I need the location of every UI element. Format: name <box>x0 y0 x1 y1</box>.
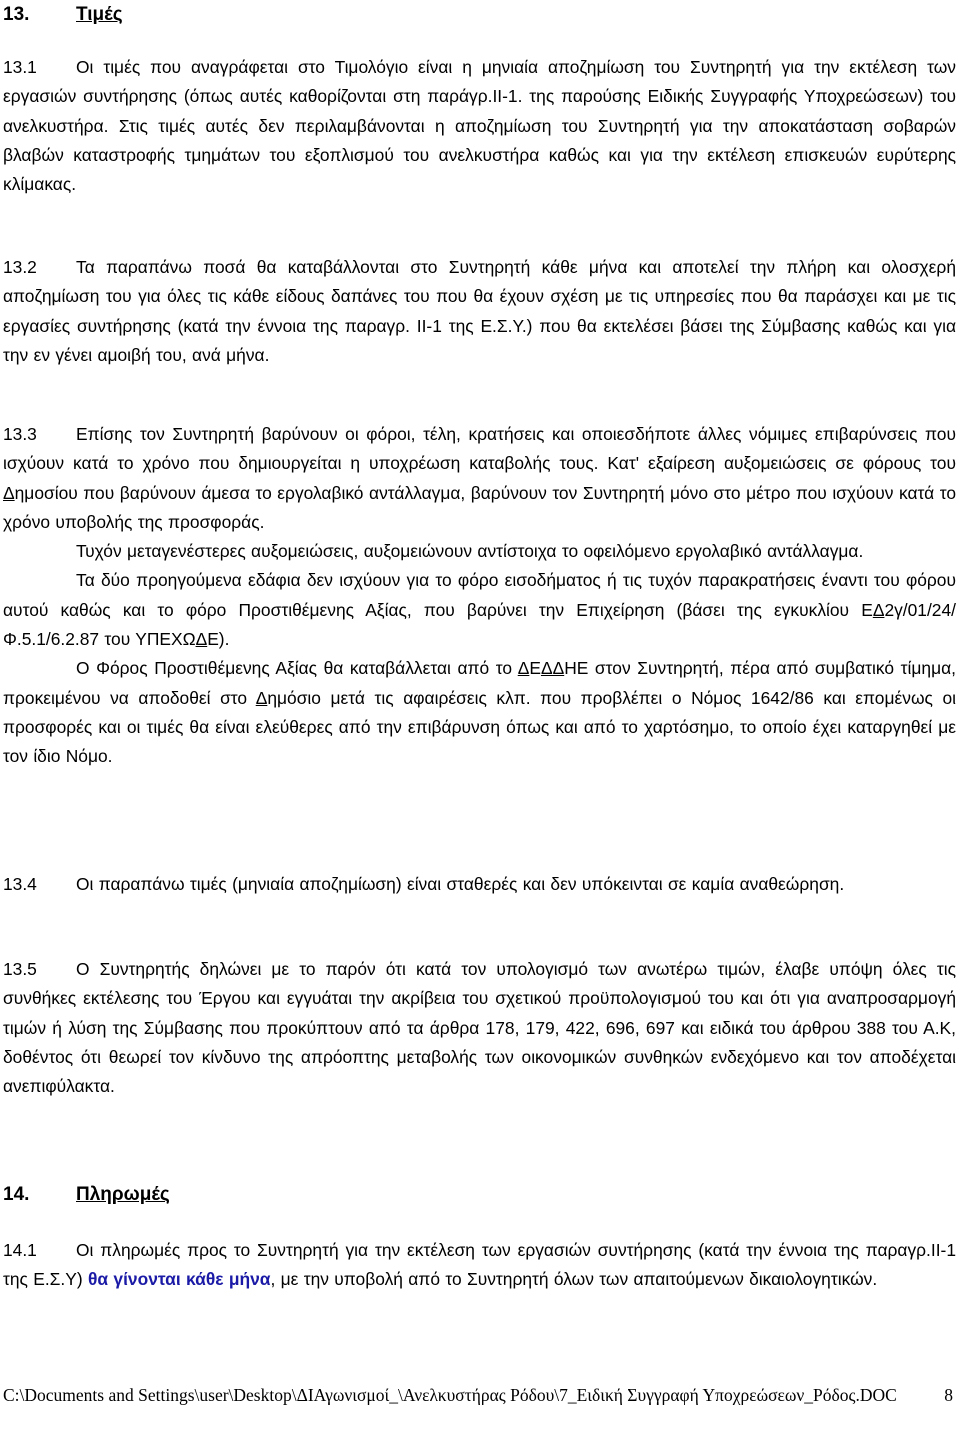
clause-number: 13.5 <box>3 959 37 979</box>
section-title: Πληρωμές <box>76 1184 170 1205</box>
clause-number: 14.1 <box>3 1240 37 1260</box>
clause-13-3: 13.3 Επίσης τον Συντηρητή βαρύνουν οι φόροι, τέλη, κρατήσεις και οποιεσδήποτε άλλες νόμιμες επιβαρύνσεις που ισχύουν κατά το χρόνο που δημιουργείται η υποχρέωση καταβολής τους. Κατ' εξαίρεση αυξομειώσεις σε φόρους του Δημοσίου που βαρύνουν άμεσα το εργολαβικό αντάλλαγμα, βαρύνουν τον Συντηρητή μόνο στο μέτρο που ισχύουν κατά το χρόνο υποβολής της προσφοράς. Τυχόν μεταγενέστερες αυξομειώσεις, αυξομειώνουν αντίστοιχα το οφειλόμενο εργολαβικό αντάλλαγμα. Τα δύο προηγούμενα εδάφια δεν ισχύουν για το φόρο εισοδήματος ή τις τυχόν παρακρατήσεις έναντι του φόρου αυτού καθώς και το φόρο Προστιθέμενης Αξίας, που βαρύνει την Επιχείρηση (βάσει της εγκυκλίου ΕΔ2γ/01/24/Φ.5.1/6.2.87 του ΥΠΕΧΩΔΕ). Ο Φόρος Προστιθέμενης Αξίας θα καταβάλλεται από το ΔΕΔΔΗΕ στον Συντηρητή, πέρα από συμβατικό τίμημα, προκειμένου να αποδοθεί στο Δημόσιο μετά τις αφαιρέσεις κλπ. που προβλέπει ο Νόμος 1642/86 και επομένως οι προσφορές και οι τιμές θα είναι ελεύθερες από την επιβάρυνση όπως και από το χαρτόσημο, το οποίο έχει καταργηθεί με τον ίδιο Νόμο. <box>3 420 956 772</box>
clause-13-4 <box>3 870 956 899</box>
clause-13-1 <box>3 53 956 199</box>
clause-paragraph: Τυχόν μεταγενέστερες αυξομειώσεις, αυξομειώνουν αντίστοιχα το οφειλόμενο εργολαβικό αντάλλαγμα. <box>76 541 864 562</box>
clause-text: Οι παραπάνω τιμές (μηνιαία αποζημίωση) είναι σταθερές και δεν υπόκεινται σε καμία αναθεώρηση. <box>76 874 845 894</box>
clause-text: Τα παραπάνω ποσά θα καταβάλλονται στο Συντηρητή κάθε μήνα και αποτελεί την πλήρη και ολοσχερή αποζημίωση του για όλες τις κάθε είδους δαπάνες του που θα έχουν σχέση με τις υπηρεσίες που θα παράσχει και με τις εργασίες συντήρησης (κατά την έννοια της παραγρ. ΙΙ-1 της Ε.Σ.Υ.) που θα εκτελέσει βάσει της Σύμβασης καθώς και για την εν γένει αμοιβή του, ανά μήνα. <box>3 257 956 365</box>
clause-13-5 <box>3 955 956 1101</box>
page-number: 8 <box>944 1385 953 1405</box>
clause-number: 13.4 <box>3 874 37 894</box>
clause-14-1: 14.1 Οι πληρωμές προς το Συντηρητή για την εκτέλεση των εργασιών συντήρησης (κατά την έννοια της παραγρ.ΙΙ-1 της Ε.Σ.Υ) θα γίνονται κάθε μήνα, με την υποβολή από το Συντηρητή όλων των απαιτούμενων δικαιολογητικών. <box>3 1236 956 1295</box>
clause-text: Επίσης τον Συντηρητή βαρύνουν οι φόροι, τέλη, κρατήσεις και οποιεσδήποτε άλλες νόμιμες επιβαρύνσεις που ισχύουν κατά το χρόνο που δημιουργείται η υποχρέωση καταβολής τους. Κατ' εξαίρεση αυξομειώσεις σε φόρους του <box>3 424 956 474</box>
payment-emphasis: θα γίνονται κάθε μήνα <box>88 1269 271 1290</box>
clause-number: 13.1 <box>3 57 37 77</box>
page-footer <box>3 1385 956 1406</box>
section-number: 13. <box>3 4 30 25</box>
section-14-heading <box>3 1183 170 1207</box>
clause-number: 13.2 <box>3 257 37 277</box>
clause-number: 13.3 <box>3 424 37 444</box>
clause-paragraph: Τα δύο προηγούμενα εδάφια δεν ισχύουν για το φόρο εισοδήματος ή τις τυχόν παρακρατήσεις έναντι του φόρου αυτού καθώς και το φόρο Προστιθέμενης Αξίας, που βαρύνει την Επιχείρηση (βάσει της εγκυκλίου ΕΔ2γ/01/24/Φ.5.1/6.2.87 του ΥΠΕΧΩΔΕ). <box>3 570 956 650</box>
clause-text: Ο Συντηρητής δηλώνει με το παρόν ότι κατά τον υπολογισμό των ανωτέρω τιμών, έλαβε υπόψη όλες τις συνθήκες εκτέλεσης του Έργου και εγγυάται την ακρίβεια του σχετικού προϋπολογισμού του και ότι για αναπροσαρμογή τιμών ή λύση της Σύμβασης που προκύπτουν από τα άρθρα 178, 179, 422, 696, 697 και ειδικά του άρθρου 388 του Α.Κ, δοθέντος ότι θεωρεί τον κίνδυνο της απρόοπτης μεταβολής των οικονομικών συνθηκών ενδεχόμενο και τον αποδέχεται ανεπιφύλακτα. <box>3 959 956 1097</box>
section-title: Τιμές <box>76 4 123 25</box>
clause-text: Οι πληρωμές προς το Συντηρητή για την εκτέλεση των εργασιών συντήρησης (κατά την έννοια της παραγρ.ΙΙ-1 της Ε.Σ.Υ) <box>3 1240 956 1290</box>
clause-paragraph: Ο Φόρος Προστιθέμενης Αξίας θα καταβάλλεται από το ΔΕΔΔΗΕ στον Συντηρητή, πέρα από συμβατικό τίμημα, προκειμένου να αποδοθεί στο Δημόσιο μετά τις αφαιρέσεις κλπ. που προβλέπει ο Νόμος 1642/86 και επομένως οι προσφορές και οι τιμές θα είναι ελεύθερες από την επιβάρυνση όπως και από το χαρτόσημο, το οποίο έχει καταργηθεί με τον ίδιο Νόμο. <box>3 658 956 767</box>
clause-13-2 <box>3 253 956 370</box>
section-number: 14. <box>3 1184 30 1205</box>
clause-text: Οι τιμές που αναγράφεται στο Τιμολόγιο είναι η μηνιαία αποζημίωση του Συντηρητή για την εκτέλεση των εργασιών συντήρησης (όπως αυτές καθορίζονται στη παράγρ.ΙΙ-1. της παρούσης Ειδικής Συγγραφής Υποχρεώσεων) του ανελκυστήρα. Στις τιμές αυτές δεν περιλαμβάνονται η αποζημίωση του Συντηρητή για την αποκατάσταση σοβαρών βλαβών καταστροφής τμημάτων του εξοπλισμού του ανελκυστήρα καθώς και για την εκτέλεση επισκευών ευρύτερης κλίμακας. <box>3 57 956 195</box>
section-13-heading <box>3 3 123 27</box>
file-path: C:\Documents and Settings\user\Desktop\ΔΙΑγωνισμοί_\Ανελκυστήρας Ρόδου\7_Ειδική Συγγραφή Υποχρεώσεων_Ρόδος.DOC <box>3 1385 897 1405</box>
